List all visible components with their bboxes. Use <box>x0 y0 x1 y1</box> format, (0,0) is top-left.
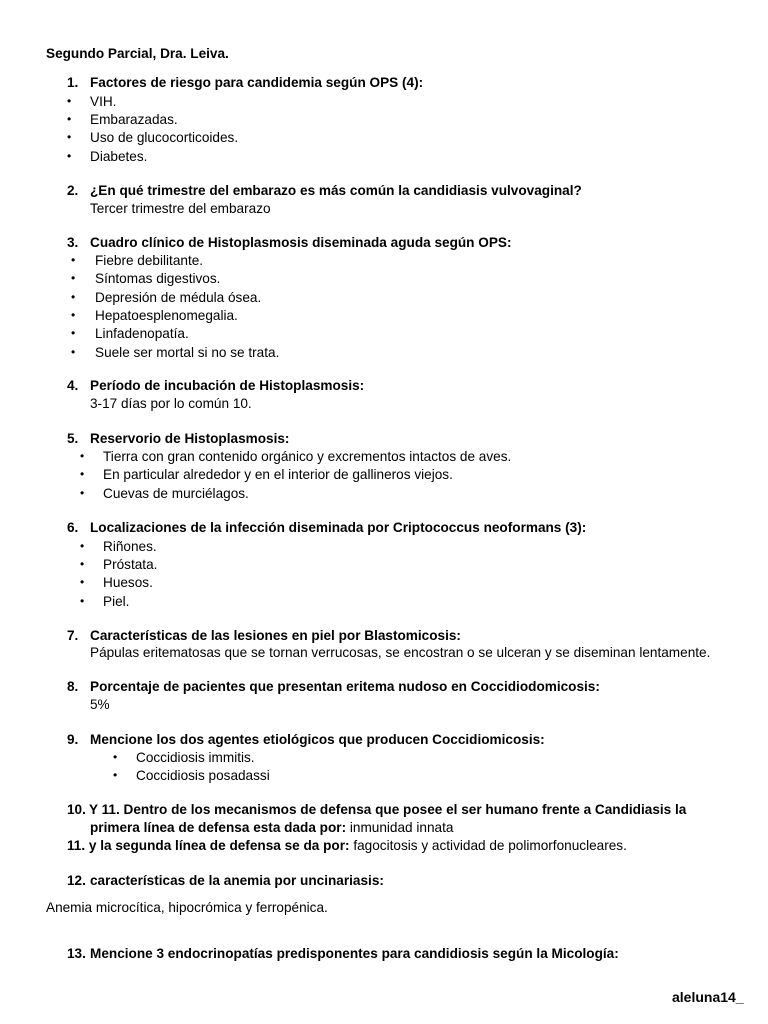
question-number: 5. <box>67 431 79 446</box>
question-title: características de la anemia por uncinariasis: <box>90 873 384 888</box>
list-item: Coccidiosis immitis. <box>136 750 255 765</box>
question-line <box>90 819 453 836</box>
list-item: Piel. <box>103 594 130 609</box>
page-header: Segundo Parcial, Dra. Leiva. <box>46 46 229 61</box>
list-item: Fiebre debilitante. <box>95 253 204 268</box>
bullet: • <box>67 94 72 108</box>
question-title: Factores de riesgo para candidemia según OPS (4): <box>90 75 424 90</box>
question-title: Localizaciones de la infección diseminada por Criptococcus neoformans (3): <box>90 520 587 535</box>
question-title: Mencione los dos agentes etiológicos que producen Coccidiomicosis: <box>90 732 545 747</box>
list-item: Síntomas digestivos. <box>95 271 221 286</box>
bullet: • <box>71 290 76 304</box>
question-number: 1. <box>67 75 79 90</box>
question-number: 12. <box>67 873 86 888</box>
answer-text: Tercer trimestre del embarazo <box>90 201 271 216</box>
list-item: Coccidiosis posadassi <box>136 768 270 783</box>
question-number: 9. <box>67 732 79 747</box>
question-title: Características de las lesiones en piel por Blastomicosis: <box>90 628 461 643</box>
bullet: • <box>80 557 85 571</box>
question-number: 13. <box>67 946 86 961</box>
bullet: • <box>80 449 85 463</box>
question-number: 10. <box>67 802 86 817</box>
list-item: VIH. <box>90 94 117 109</box>
question-number: 3. <box>67 235 79 250</box>
answer-text: 3-17 días por lo común 10. <box>90 396 252 411</box>
list-item: Cuevas de murciélagos. <box>103 486 249 501</box>
bullet: • <box>67 149 72 163</box>
list-item: Próstata. <box>103 557 158 572</box>
bullet: • <box>71 253 76 267</box>
question-title: Porcentaje de pacientes que presentan eritema nudoso en Coccidiodomicosis: <box>90 679 600 694</box>
question-number: 4. <box>67 378 79 393</box>
answer-text: Pápulas eritematosas que se tornan verrucosas, se encostran o se ulceran y se diseminan lentamente. <box>90 645 711 660</box>
bullet: • <box>67 112 72 126</box>
bullet: • <box>67 130 72 144</box>
question-title: 11. y la segunda línea de defensa se da por: <box>67 838 350 853</box>
answer-text: 5% <box>90 697 110 712</box>
bullet: • <box>80 539 85 553</box>
list-item: Suele ser mortal si no se trata. <box>95 345 280 360</box>
bullet: • <box>80 575 85 589</box>
answer-text: Anemia microcítica, hipocrómica y ferropénica. <box>46 900 328 915</box>
question-title: Y 11. Dentro de los mecanismos de defensa que posee el ser humano frente a Candidiasis la <box>89 802 687 817</box>
list-item: Diabetes. <box>90 149 148 164</box>
question-title: Mencione 3 endocrinopatías predisponentes para candidiosis según la Micología: <box>90 946 619 961</box>
bullet: • <box>80 467 85 481</box>
list-item: Riñones. <box>103 539 157 554</box>
question-title: Período de incubación de Histoplasmosis: <box>90 378 365 393</box>
answer-text: fagocitosis y actividad de polimorfonucleares. <box>349 838 627 853</box>
bullet: • <box>71 326 76 340</box>
bullet: • <box>80 486 85 500</box>
question-title-cont: primera línea de defensa esta dada por: <box>90 820 347 835</box>
list-item: Linfadenopatía. <box>95 326 189 341</box>
bullet: • <box>113 750 118 764</box>
question-number: 8. <box>67 679 79 694</box>
question-line <box>67 837 627 854</box>
list-item: Embarazadas. <box>90 112 178 127</box>
footer-signature: aleluna14_ <box>672 989 744 1005</box>
list-item: Hepatoesplenomegalia. <box>95 308 238 323</box>
list-item: En particular alrededor y en el interior de gallineros viejos. <box>103 467 453 482</box>
question-title: Reservorio de Histoplasmosis: <box>90 431 290 446</box>
bullet: • <box>113 768 118 782</box>
question-title: Cuadro clínico de Histoplasmosis diseminada aguda según OPS: <box>90 235 512 250</box>
bullet: • <box>71 271 76 285</box>
list-item: Tierra con gran contenido orgánico y excrementos intactos de aves. <box>103 449 512 464</box>
list-item: Huesos. <box>103 575 153 590</box>
bullet: • <box>71 308 76 322</box>
answer-text: inmunidad innata <box>346 820 454 835</box>
question-title: ¿En qué trimestre del embarazo es más común la candidiasis vulvovaginal? <box>90 183 582 198</box>
question-number: 2. <box>67 183 79 198</box>
question-number: 6. <box>67 520 79 535</box>
list-item: Depresión de médula ósea. <box>95 290 262 305</box>
question-number: 7. <box>67 628 79 643</box>
bullet: • <box>71 345 76 359</box>
list-item: Uso de glucocorticoides. <box>90 130 239 145</box>
bullet: • <box>80 594 85 608</box>
